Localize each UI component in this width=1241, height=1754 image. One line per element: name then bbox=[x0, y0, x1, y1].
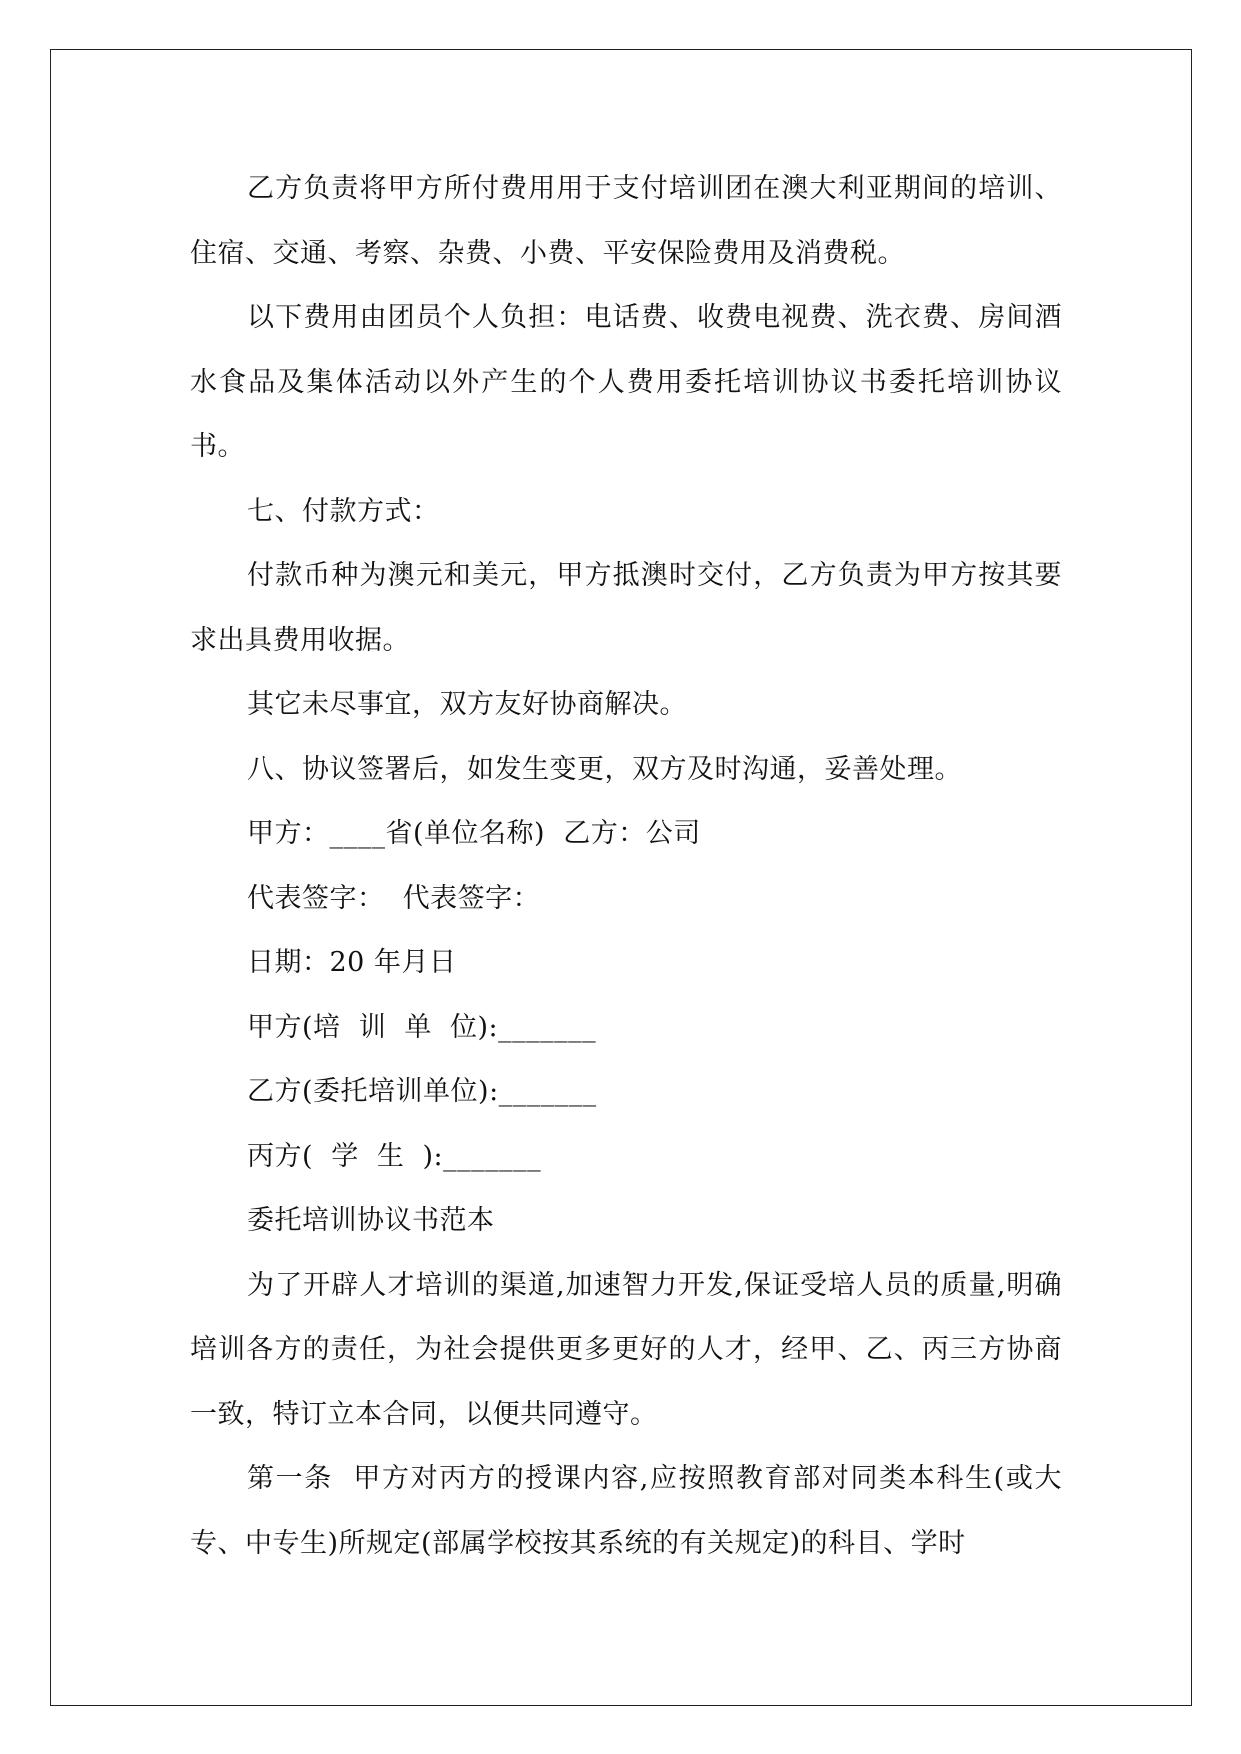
party-b-line: 乙方(委托培训单位):_______ bbox=[247, 1076, 597, 1107]
party-c-line: 丙方( 学 生 ):_______ bbox=[247, 1140, 542, 1172]
article-one: 第一条 甲方对丙方的授课内容,应按照教育部对同类本科生(或大专、中专生)所规定(部属学校按其系统的有关规定)的科目、学时 bbox=[190, 1463, 1062, 1559]
document-body bbox=[190, 157, 1062, 1576]
paragraph-purpose: 为了开辟人才培训的渠道,加速智力开发,保证受培人员的质量,明确培训各方的责任，为社会提供更多更好的人才，经甲、乙、丙三方协商一致，特订立本合同，以便共同遵守。 bbox=[190, 1269, 1062, 1430]
paragraph-payment-currency: 付款币种为澳元和美元，甲方抵澳时交付，乙方负责为甲方按其要求出具费用收据。 bbox=[190, 560, 1062, 656]
paragraph-training-fees: 乙方负责将甲方所付费用用于支付培训团在澳大利亚期间的培训、住宿、交通、考察、杂费、小费、平安保险费用及消费税。 bbox=[190, 173, 1062, 269]
signature-line: 代表签字： 代表签字： bbox=[247, 882, 541, 914]
party-a-line: 甲方(培 训 单 位):_______ bbox=[247, 1011, 597, 1043]
section-heading-payment: 七、付款方式： bbox=[247, 495, 440, 527]
paragraph-changes-after-signing: 八、协议签署后，如发生变更，双方及时沟通，妥善处理。 bbox=[247, 753, 962, 785]
party-line: 甲方：____省(单位名称) 乙方：公司 bbox=[247, 818, 701, 849]
document-subtitle: 委托培训协议书范本 bbox=[247, 1205, 495, 1236]
paragraph-other-matters: 其它未尽事宜，双方友好协商解决。 bbox=[247, 689, 687, 720]
paragraph-personal-expenses: 以下费用由团员个人负担：电话费、收费电视费、洗衣费、房间酒水食品及集体活动以外产生的个人费用委托培训协议书委托培训协议书。 bbox=[190, 302, 1062, 462]
date-line: 日期：20 年月日 bbox=[247, 947, 457, 978]
